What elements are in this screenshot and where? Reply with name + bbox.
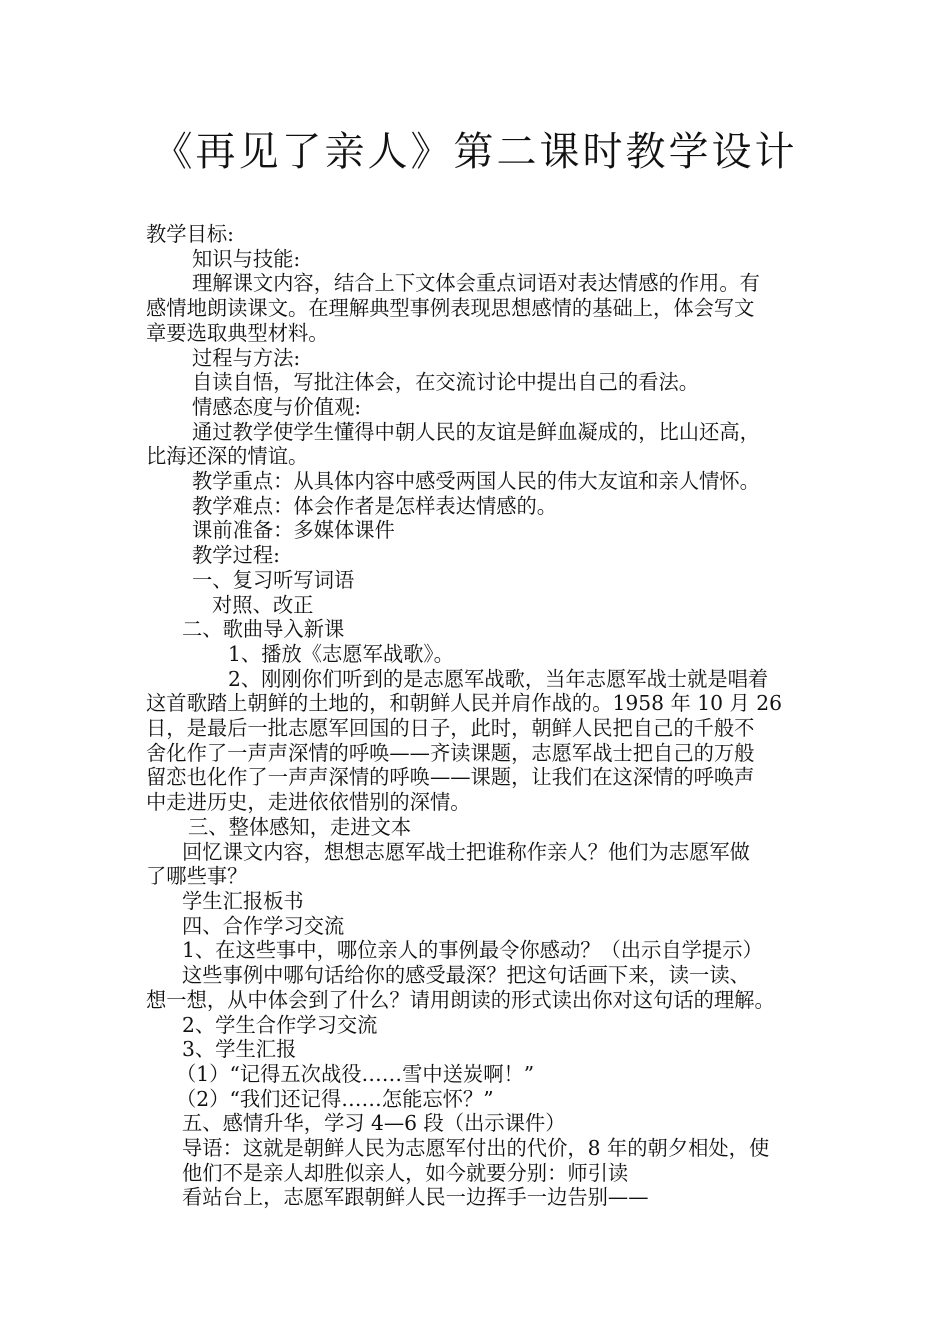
text-line: 自读自悟，写批注体会，在交流讨论中提出自己的看法。 bbox=[192, 370, 700, 395]
text-line: 情感态度与价值观: bbox=[192, 394, 362, 419]
text-line: 教学过程: bbox=[192, 543, 280, 568]
text-line: 3、学生汇报 bbox=[182, 1037, 297, 1062]
text-line: 学生汇报板书 bbox=[182, 888, 304, 913]
text-line: 这首歌踏上朝鲜的土地的，和朝鲜人民并肩作战的。1958 年 10 月 26 bbox=[146, 691, 783, 716]
text-line: 中走进历史，走进依依惜别的深情。 bbox=[146, 790, 471, 815]
text-line: 教学重点：从具体内容中感受两国人民的伟大友谊和亲人情怀。 bbox=[192, 469, 760, 494]
text-line: 二、歌曲导入新课 bbox=[182, 617, 345, 642]
text-line: 1、在这些事中，哪位亲人的事例最令你感动？（出示自学提示） bbox=[182, 938, 763, 963]
text-line: 三、整体感知，走进文本 bbox=[188, 814, 412, 839]
document-title: 《再见了亲人》第二课时教学设计 bbox=[152, 129, 798, 175]
text-line: 理解课文内容，结合上下文体会重点词语对表达情感的作用。有 bbox=[192, 271, 760, 296]
text-line: 舍化作了一声声深情的呼唤——齐读课题，志愿军战士把自己的万般 bbox=[146, 740, 755, 765]
text-line: （2）“我们还记得……怎能忘怀？” bbox=[176, 1086, 494, 1111]
text-line: 导语：这就是朝鲜人民为志愿军付出的代价，8 年的朝夕相处，使 bbox=[182, 1136, 770, 1161]
text-line: 比海还深的情谊。 bbox=[146, 444, 309, 469]
text-line: 日，是最后一批志愿军回国的日子，此时，朝鲜人民把自己的千般不 bbox=[146, 716, 755, 741]
text-line: 一、复习听写词语 bbox=[192, 567, 355, 592]
text-line: 对照、改正 bbox=[212, 592, 314, 617]
document-body bbox=[146, 222, 814, 1210]
text-line: 回忆课文内容，想想志愿军战士把谁称作亲人？他们为志愿军做 bbox=[182, 839, 750, 864]
text-line: 了哪些事？ bbox=[146, 864, 248, 889]
text-line: 四、合作学习交流 bbox=[182, 913, 345, 938]
text-line: 教学目标: bbox=[146, 222, 234, 246]
text-line: 这些事例中哪句话给你的感受最深？把这句话画下来，读一读、 bbox=[182, 963, 750, 988]
text-line: 留恋也化作了一声声深情的呼唤——课题，让我们在这深情的呼唤声 bbox=[146, 765, 755, 790]
text-line: 感情地朗读课文。在理解典型事例表现思想感情的基础上，体会写文 bbox=[146, 296, 755, 321]
text-line: 知识与技能: bbox=[192, 246, 301, 271]
text-line: 2、学生合作学习交流 bbox=[182, 1012, 378, 1037]
text-line: 课前准备：多媒体课件 bbox=[192, 518, 395, 543]
text-line: 章要选取典型材料。 bbox=[146, 320, 329, 345]
text-line: 教学难点：体会作者是怎样表达情感的。 bbox=[192, 493, 558, 518]
text-line: 想一想，从中体会到了什么？请用朗读的形式读出你对这句话的理解。 bbox=[146, 987, 775, 1012]
text-line: 他们不是亲人却胜似亲人，如今就要分别：师引读 bbox=[182, 1160, 629, 1185]
text-line: 过程与方法: bbox=[192, 345, 301, 370]
text-line: （1）“记得五次战役……雪中送炭啊！” bbox=[176, 1061, 535, 1086]
text-line: 2、刚刚你们听到的是志愿军战歌，当年志愿军战士就是唱着 bbox=[228, 666, 769, 691]
text-line: 1、播放《志愿军战歌》。 bbox=[228, 641, 454, 666]
text-line: 看站台上，志愿军跟朝鲜人民一边挥手一边告别—— bbox=[182, 1185, 649, 1210]
text-line: 五、感情升华，学习 4—6 段（出示课件） bbox=[182, 1111, 566, 1136]
text-line: 通过教学使学生懂得中朝人民的友谊是鲜血凝成的，比山还高， bbox=[192, 419, 760, 444]
